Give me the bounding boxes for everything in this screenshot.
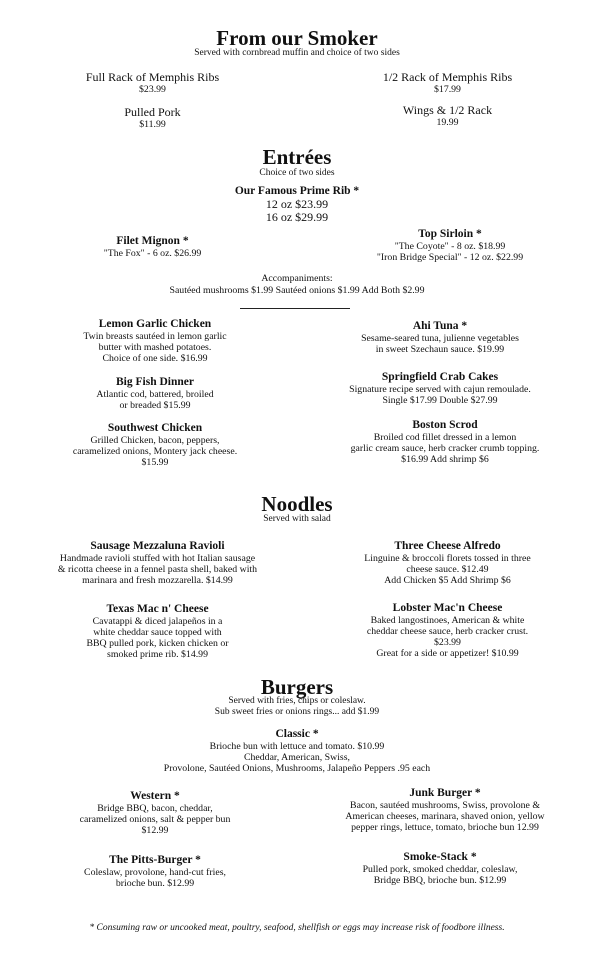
menu-item: Classic * Brioche bun with lettuce and tomato. $10.99 Cheddar, American, Swiss, Provolone, Sautéed Onions, Mushrooms, Jalapeño Peppers .95 each bbox=[163, 728, 431, 774]
menu-item: Springfield Crab Cakes Signature recipe served with cajun remoulade. Single $17.99 Double $27.99 bbox=[349, 371, 531, 406]
menu-item: Sausage Mezzaluna Ravioli Handmade ravioli stuffed with hot Italian sausage & ricotta cheese in a fennel pasta shell, baked with marinara and fresh mozzarella. $14.99 bbox=[57, 540, 258, 586]
menu-item: 1/2 Rack of Memphis Ribs $17.99 bbox=[382, 70, 513, 95]
burgers-subtitle-2: Sub sweet fries or onions rings... add $1.99 bbox=[214, 707, 380, 717]
entrees-title: Entrées bbox=[262, 145, 332, 169]
burgers-subtitle: Served with fries, chips or coleslaw. bbox=[228, 696, 366, 706]
entrees-subtitle: Choice of two sides bbox=[259, 168, 335, 178]
menu-item: Full Rack of Memphis Ribs $23.99 bbox=[85, 70, 220, 95]
accompaniments-label: Accompaniments: bbox=[261, 273, 333, 284]
burgers-title: Burgers bbox=[260, 675, 334, 699]
menu-item: Western * Bridge BBQ, bacon, cheddar, caramelized onions, salt & pepper bun $12.99 bbox=[79, 790, 231, 836]
smoker-subtitle: Served with cornbread muffin and choice of two sides bbox=[194, 48, 400, 58]
menu-item: Our Famous Prime Rib * 12 oz $23.99 16 oz $29.99 bbox=[234, 185, 360, 224]
accompaniments-text: Sautéed mushrooms $1.99 Sautéed onions $1.99 Add Both $2.99 bbox=[169, 285, 425, 296]
menu-item: Ahi Tuna * Sesame-seared tuna, julienne vegetables in sweet Szechaun sauce. $19.99 bbox=[361, 320, 519, 355]
menu-item: Three Cheese Alfredo Linguine & broccoli florets tossed in three cheese sauce. $12.49 Add Chicken $5 Add Shrimp $6 bbox=[364, 540, 531, 586]
menu-item: Wings & 1/2 Rack 19.99 bbox=[402, 103, 493, 128]
menu-item: Smoke-Stack * Pulled pork, smoked cheddar, coleslaw, Bridge BBQ, brioche bun. $12.99 bbox=[362, 851, 518, 886]
menu-item: Filet Mignon * "The Fox" - 6 oz. $26.99 bbox=[103, 235, 202, 259]
menu-item: Boston Scrod Broiled cod fillet dressed in a lemon garlic cream sauce, herb cracker crumb topping. $16.99 Add shrimp $6 bbox=[350, 419, 540, 465]
menu-item: Big Fish Dinner Atlantic cod, battered, broiled or breaded $15.99 bbox=[96, 376, 214, 411]
menu-item: Texas Mac n' Cheese Cavatappi & diced jalapeños in a white cheddar sauce topped with BBQ pulled pork, kicken chicken or smoked prime rib. $14.99 bbox=[86, 603, 229, 660]
divider bbox=[240, 308, 350, 309]
menu-item: Junk Burger * Bacon, sautéed mushrooms, Swiss, provolone & American cheeses, marinara, shaved onion, yellow pepper rings, lettuce, tomato, brioche bun 12.99 bbox=[345, 787, 545, 833]
footnote: * Consuming raw or uncooked meat, poultry, seafood, shellfish or eggs may increase risk of foodbore illness. bbox=[89, 923, 505, 933]
menu-item: Lobster Mac'n Cheese Baked langostinoes, American & white cheddar cheese sauce, herb cracker crust. $23.99 Great for a side or appetizer! $10.99 bbox=[366, 602, 529, 659]
menu-item: Lemon Garlic Chicken Twin breasts sautéed in lemon garlic butter with mashed potatoes. Choice of one side. $16.99 bbox=[83, 318, 227, 364]
menu-item: Pulled Pork $11.99 bbox=[124, 105, 181, 130]
menu-item: The Pitts-Burger * Coleslaw, provolone, hand-cut fries, brioche bun. $12.99 bbox=[84, 854, 226, 889]
menu-item: Top Sirloin * "The Coyote" - 8 oz. $18.99 "Iron Bridge Special" - 12 oz. $22.99 bbox=[376, 228, 524, 263]
menu-item: Southwest Chicken Grilled Chicken, bacon, peppers, caramelized onions, Montery jack cheese. $15.99 bbox=[72, 422, 238, 468]
noodles-title: Noodles bbox=[261, 492, 333, 516]
smoker-title: From our Smoker bbox=[216, 26, 378, 50]
noodles-subtitle: Served with salad bbox=[263, 514, 331, 524]
